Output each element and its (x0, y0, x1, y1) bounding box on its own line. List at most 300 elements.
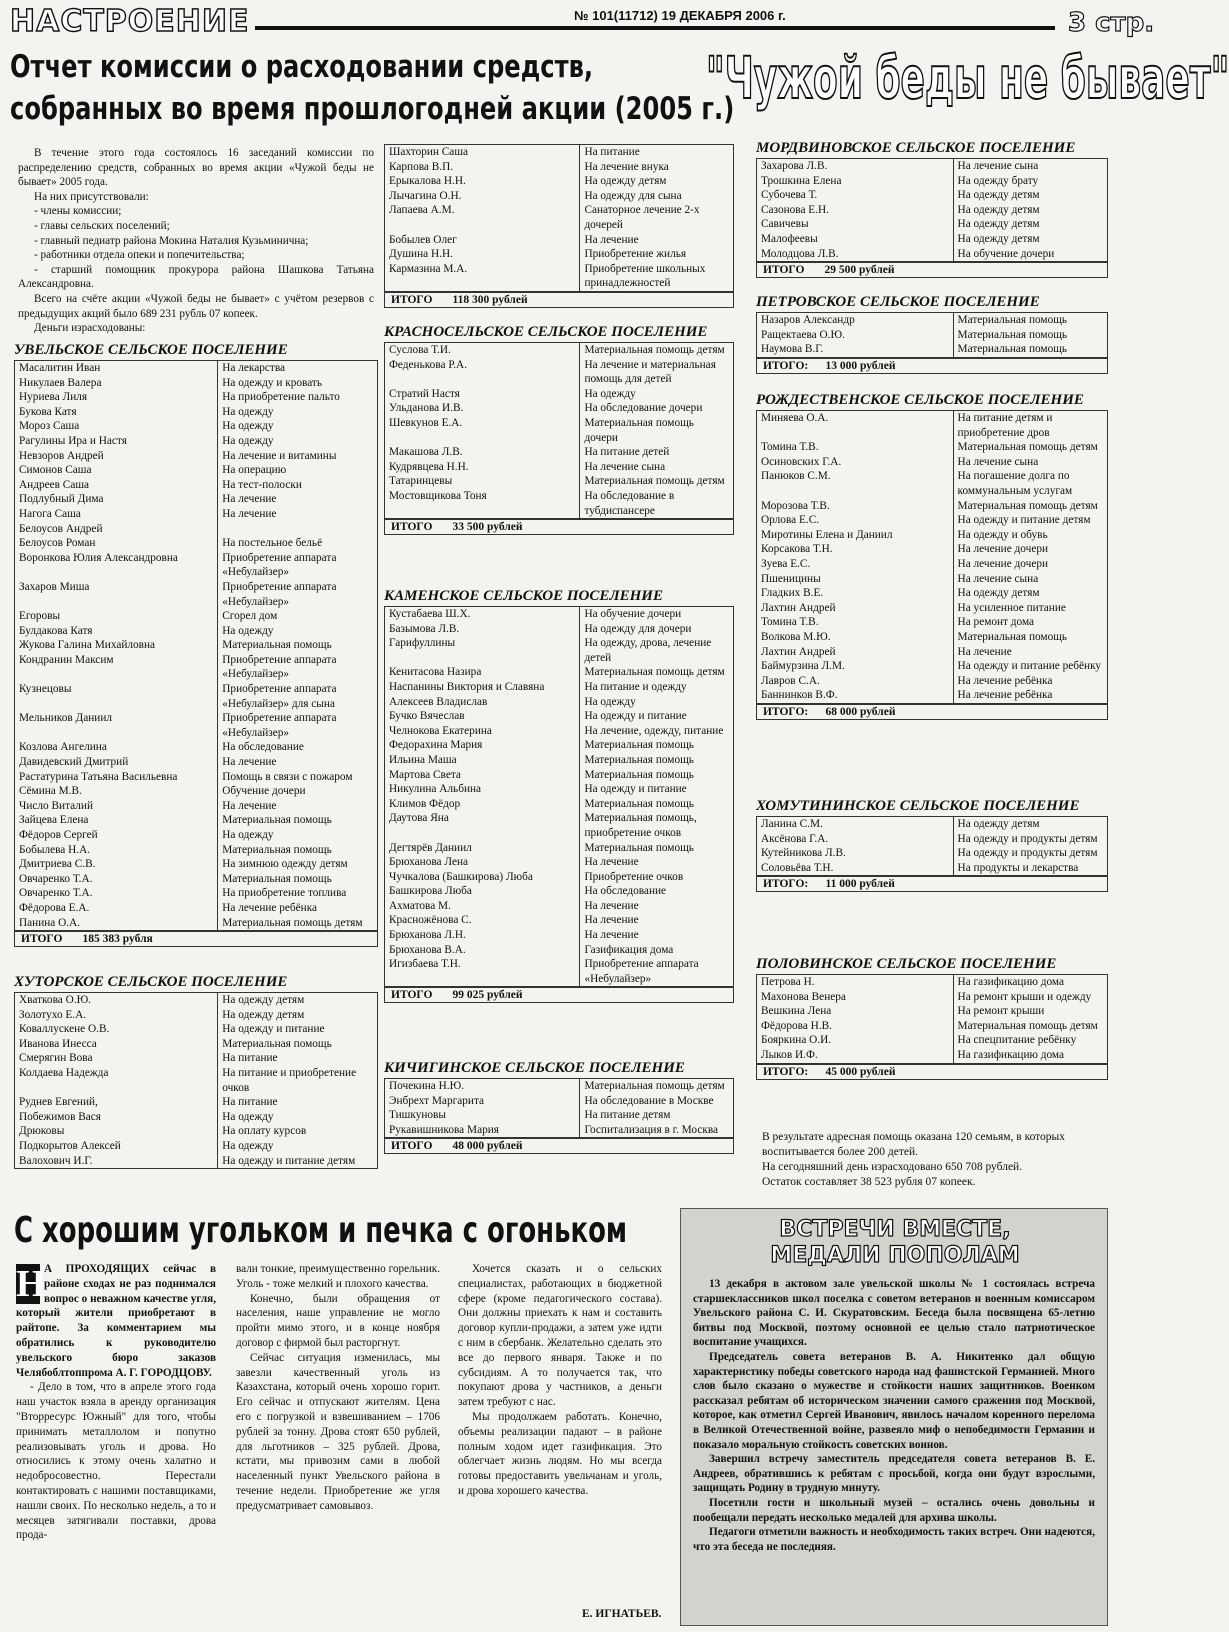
recipient-name: Базымова Л.В. (385, 622, 580, 637)
section-total: ИТОГО 185 383 рубля (14, 931, 378, 947)
recipient-name: Мостовщикова Тоня (385, 489, 580, 519)
section-total: ИТОГО 48 000 рублей (384, 1138, 734, 1154)
purpose: На одежду (222, 1110, 274, 1123)
section-title: ХУТОРСКОЕ СЕЛЬСКОЕ ПОСЕЛЕНИЕ (14, 974, 288, 990)
purpose: Материальная помощь (222, 843, 332, 856)
table-row (15, 580, 378, 609)
recipient-name: Савичевы (757, 217, 954, 232)
table-row (385, 928, 734, 943)
recipient-name: Энбрехт Маргарита (385, 1094, 580, 1109)
issue-number: № 101(11712) 19 ДЕКАБРЯ 2006 г. (568, 8, 792, 23)
recipient-name: Баннинков В.Ф. (757, 688, 954, 703)
purpose: Материальная помощь детям (222, 916, 363, 929)
purpose: На погашение долга по коммунальным услугам (957, 470, 1073, 497)
table-row (15, 376, 378, 391)
table-row (385, 262, 734, 292)
purpose: На одежду, дрова, лечение детей (584, 637, 712, 664)
purpose: На питание детям и приобретение дров (957, 412, 1053, 439)
recipient-name: Молодцова Л.В. (757, 247, 954, 262)
recipient-name: Ланина С.М. (757, 817, 954, 832)
table-row (15, 492, 378, 507)
purpose: На питание и приобретение очков (222, 1066, 357, 1094)
table-row (757, 688, 1108, 703)
purpose: На одежду детям (222, 1008, 305, 1021)
purpose: Материальная помощь (222, 1037, 332, 1050)
table-row (385, 174, 734, 189)
recipient-name: Кутейникова Л.В. (757, 846, 954, 861)
table-row (385, 738, 734, 753)
table-row (15, 434, 378, 449)
table-row (757, 188, 1108, 203)
recipient-name: Миротины Елена и Даниил (757, 528, 954, 543)
table-row (15, 784, 378, 799)
recipient-name: Жукова Галина Михайловна (15, 638, 218, 653)
recipient-name: Лавров С.А. (757, 674, 954, 689)
table-row (385, 724, 734, 739)
table-row (757, 1033, 1108, 1048)
recipient-name: Брюханова Лена (385, 855, 580, 870)
purpose: На обследование (584, 885, 667, 898)
table-row (385, 343, 734, 358)
table-row (385, 695, 734, 710)
table-row (757, 615, 1108, 630)
table-row (757, 542, 1108, 557)
table-row (757, 645, 1108, 660)
purpose: На усиленное питание (957, 601, 1066, 614)
purpose: На лекарства (222, 362, 286, 374)
table-row (385, 358, 734, 387)
purpose: На лечение ребёнка (957, 689, 1053, 702)
table-row (757, 513, 1108, 528)
recipient-name: Масалитин Иван (15, 361, 218, 376)
table-row (757, 572, 1108, 587)
recipient-name: Белоусов Андрей (15, 522, 218, 537)
section-total: ИТОГО 33 500 рублей (384, 519, 734, 535)
recipient-name: Лахтин Андрей (757, 645, 954, 660)
recipient-name: Иванова Инесса (15, 1037, 218, 1052)
table-row (15, 1124, 378, 1139)
recipient-name: Петрова Н. (757, 975, 954, 990)
recipient-name: Фёдорова Н.В. (757, 1019, 954, 1034)
purpose (218, 522, 378, 537)
table-row (15, 711, 378, 740)
distribution-table (384, 144, 734, 292)
table-row (385, 460, 734, 475)
section-total: ИТОГО: 68 000 рублей (756, 704, 1108, 720)
table-row (385, 841, 734, 856)
purpose: На одежду и обувь (957, 528, 1048, 541)
purpose: На питание детям (584, 1109, 671, 1122)
box-body: 13 декабря в актовом зале увельской школы № 1 состоялась встреча старшеклассников школ поселка с советом ветеранов и военным комиссаром Увельского района С. И. Скуратовским. Беседа была посвящена 65-летию битвы под Москвой, поэтому основной ее целью стало патриотическое воспитание учащихся. Председатель совета ветеранов В. А. Никитенко дал общую характеристику победы советского народа над фашистской Германией. Много слов было сказано о мужестве и стойкости наших защитников. Военком рассказал ребятам об историческом значении самого сражения под Москвой, которое, как отметил Сергей Иванович, явилось началом коренного перелома в Великой Отечественной войне, развеяло миф о непобедимости Германии и показало моральную стойкость советских воинов. Завершил встречу заместитель председателя совета ветеранов В. Е. Андреев, обратившись к ребятам с просьбой, когда они будут взрослыми, защищать Родину в трудную минуту. Посетили гости и школьный музей – остались очень довольны и пообещали передать несколько медалей для архива школы. Педагоги отметили важность и необходимость таких встреч. Они надеются, что эта беседа не последняя. (693, 1278, 1095, 1553)
recipient-name: Колдаева Надежда (15, 1066, 218, 1095)
box-title: ВСТРЕЧИ ВМЕСТЕ, МЕДАЛИ ПОПОЛАМ (770, 1217, 1020, 1268)
table-row (757, 528, 1108, 543)
recipient-name: Морозова Т.В. (757, 499, 954, 514)
recipient-name: Соловьёва Т.Н. (757, 861, 954, 876)
purpose: На лечение сына (957, 160, 1039, 172)
section-total: ИТОГО 29 500 рублей (756, 262, 1108, 278)
purpose: На одежду для дочери (584, 622, 692, 635)
table-row (757, 217, 1108, 232)
table-row (15, 886, 378, 901)
table-row (385, 233, 734, 248)
purpose: Материальная помощь (222, 814, 332, 827)
purpose: На оплату курсов (222, 1125, 307, 1138)
purpose: На одежду и продукты детям (957, 832, 1098, 845)
section-khomutininskoe (756, 796, 1108, 892)
recipient-name: Кудрявцева Н.Н. (385, 460, 580, 475)
section-title: КРАСНОСЕЛЬСКОЕ СЕЛЬСКОЕ ПОСЕЛЕНИЕ (384, 324, 708, 340)
recipient-name: Кузнецовы (15, 682, 218, 711)
recipient-name: Мельников Даниил (15, 711, 218, 740)
recipient-name: Алексеев Владислав (385, 695, 580, 710)
recipient-name: Тишкуновы (385, 1108, 580, 1123)
purpose: На обследование (222, 741, 304, 754)
purpose: Приобретение аппарата «Небулайзер» (222, 580, 337, 608)
purpose: На одежду брату (957, 174, 1039, 187)
purpose: На одежду детям (957, 203, 1040, 216)
purpose: На одежду и питание ребёнку (957, 660, 1102, 673)
table-row (15, 361, 378, 376)
table-row (15, 1008, 378, 1023)
purpose: На одежду и питание (222, 1023, 325, 1036)
table-row (757, 601, 1108, 616)
table-row (385, 797, 734, 812)
purpose: На лечение (222, 507, 277, 520)
recipient-name: Ульданова И.В. (385, 401, 580, 416)
purpose: На продукты и лекарства (957, 861, 1079, 874)
purpose: На спецпитание ребёнку (957, 1034, 1077, 1047)
recipient-name: Малофеевы (757, 232, 954, 247)
section-name: НАСТРОЕНИЕ (10, 4, 250, 39)
purpose: Приобретение аппарата «Небулайзер» (222, 712, 337, 739)
purpose: На лечение дочери (957, 543, 1049, 556)
table-row (15, 478, 378, 493)
purpose: На постельное бельё (222, 537, 323, 550)
table-row (385, 870, 734, 885)
recipient-name: Наумова В.Г. (757, 342, 954, 357)
section-title: ХОМУТИНИНСКОЕ СЕЛЬСКОЕ ПОСЕЛЕНИЕ (756, 798, 1080, 814)
recipient-name: Дмитриева С.В. (15, 857, 218, 872)
section-title: КАМЕНСКОЕ СЕЛЬСКОЕ ПОСЕЛЕНИЕ (384, 588, 663, 604)
recipient-name: Субочева Т. (757, 188, 954, 203)
purpose: На лечение (957, 645, 1012, 658)
table-row (15, 638, 378, 653)
recipient-name: Кармазина М.А. (385, 262, 580, 292)
purpose: Материальная помощь (584, 841, 694, 854)
table-row (757, 586, 1108, 601)
recipient-name: Томина Т.В. (757, 440, 954, 455)
table-row (15, 463, 378, 478)
recipient-name: Кустабаева Ш.Х. (385, 607, 580, 622)
distribution-table (756, 312, 1108, 358)
purpose: На лечение (222, 493, 277, 506)
recipient-name: Гарифуллины (385, 636, 580, 665)
table-row (15, 740, 378, 755)
table-row (757, 557, 1108, 572)
table-row (15, 993, 378, 1008)
table-row (385, 811, 734, 840)
section-title: УВЕЛЬСКОЕ СЕЛЬСКОЕ ПОСЕЛЕНИЕ (14, 342, 288, 358)
purpose: На лечение (584, 914, 639, 927)
table-row (385, 665, 734, 680)
purpose: На одежду детям (957, 818, 1040, 830)
section-kichiginskoe (384, 1058, 734, 1154)
purpose: На лечение сына (584, 460, 666, 473)
purpose: Приобретение аппарата «Небулайзер» (584, 958, 699, 985)
page-number: 3 стр. (1068, 8, 1155, 38)
section-total: ИТОГО: 45 000 рублей (756, 1064, 1108, 1080)
purpose: На питание (222, 1096, 278, 1109)
purpose: На питание детей (584, 446, 670, 459)
table-row (15, 872, 378, 887)
table-row (15, 755, 378, 770)
recipient-name: Растатурина Татьяна Васильевна (15, 770, 218, 785)
table-row (385, 622, 734, 637)
recipient-name: Карпова В.П. (385, 160, 580, 175)
recipient-name: Андреев Саша (15, 478, 218, 493)
purpose: На лечение сына (957, 455, 1039, 468)
section-kamenskoe (384, 586, 734, 1003)
recipient-name: Чучкалова (Башкирова) Люба (385, 870, 580, 885)
table-row (15, 828, 378, 843)
purpose: На питание (222, 1052, 278, 1065)
recipient-name: Почекина Н.Ю. (385, 1079, 580, 1094)
purpose: На одежду и продукты детям (957, 847, 1098, 860)
recipient-name: Булдакова Катя (15, 624, 218, 639)
table-row (15, 507, 378, 522)
purpose: На одежду для сына (584, 189, 682, 202)
recipient-name: Нуриева Лиля (15, 390, 218, 405)
recipient-name: Бучко Вячеслав (385, 709, 580, 724)
table-row (15, 522, 378, 537)
purpose: На одежду и питание детям (957, 514, 1091, 527)
table-row (15, 624, 378, 639)
purpose: На лечение и витамины (222, 449, 337, 462)
distribution-table (756, 158, 1108, 262)
table-row (15, 843, 378, 858)
purpose: На лечение ребёнка (222, 901, 318, 914)
section-title: РОЖДЕСТВЕНСКОЕ СЕЛЬСКОЕ ПОСЕЛЕНИЕ (756, 392, 1084, 408)
section-krasnoselskoe (384, 322, 734, 535)
distribution-table (756, 816, 1108, 876)
section-title: КИЧИГИНСКОЕ СЕЛЬСКОЕ ПОСЕЛЕНИЕ (384, 1060, 685, 1076)
recipient-name: Башкирова Люба (385, 884, 580, 899)
distribution-table (756, 974, 1108, 1064)
purpose: На одежду детям (957, 218, 1040, 231)
table-row (385, 474, 734, 489)
table-row (15, 449, 378, 464)
table-row (757, 1019, 1108, 1034)
table-row (757, 247, 1108, 262)
purpose: На приобретение топлива (222, 887, 347, 900)
purpose: Материальная помощь дочери (584, 416, 694, 444)
recipient-name: Симонов Саша (15, 463, 218, 478)
recipient-name: Давидевский Дмитрий (15, 755, 218, 770)
table-row (15, 1095, 378, 1110)
recipient-name: Букова Катя (15, 405, 218, 420)
table-row (15, 1051, 378, 1066)
section-uvelskoe-continued (384, 144, 734, 308)
purpose: Приобретение аппарата «Небулайзер» для сына (222, 683, 337, 710)
article-lead: А ПРОХОДЯЩИХ сейчас в районе сходах не раз поднимался вопрос о неважном качестве угля, который жители приобретают в райтопе. За комментарием мы обратились к руководителю увельского бюро заказов Челябоблтоппрома А. Г. ГОРОДЦОВУ. (16, 1263, 216, 1379)
table-row (385, 445, 734, 460)
purpose: На одежду детям (957, 587, 1040, 600)
table-row (757, 990, 1108, 1005)
recipient-name: Панина О.А. (15, 916, 218, 931)
table-row (757, 411, 1108, 441)
purpose: На одежду детям (957, 189, 1040, 202)
purpose: На питание (584, 146, 640, 158)
purpose: Сгорел дом (222, 610, 278, 623)
recipient-name: Пшеницины (757, 572, 954, 587)
recipient-name: Климов Фёдор (385, 797, 580, 812)
recipient-name: Лапаева А.М. (385, 203, 580, 232)
section-rozhdestvenskoe (756, 390, 1108, 720)
table-row (15, 609, 378, 624)
table-row (15, 1066, 378, 1095)
purpose: На ремонт крыши и одежду (957, 990, 1092, 1003)
table-row (757, 469, 1108, 498)
recipient-name: Игизбаева Т.Н. (385, 957, 580, 987)
table-row (757, 1004, 1108, 1019)
veterans-meeting-box (680, 1208, 1108, 1626)
table-row (385, 913, 734, 928)
recipient-name: Красножёнова С. (385, 913, 580, 928)
section-total: ИТОГО: 11 000 рублей (756, 876, 1108, 892)
purpose: Материальная помощь (584, 739, 694, 752)
table-row (385, 753, 734, 768)
article-title: С хорошим угольком и печка с огоньком (14, 1210, 628, 1251)
recipient-name: Зайцева Елена (15, 813, 218, 828)
table-row (15, 405, 378, 420)
purpose: На одежду и питание детям (222, 1154, 356, 1167)
purpose: На одежду детям (957, 232, 1040, 245)
table-row (757, 440, 1108, 455)
purpose: Материальная помощь (584, 753, 694, 766)
recipient-name: Феденькова Р.А. (385, 358, 580, 387)
recipient-name: Наспанины Виктория и Славяна (385, 680, 580, 695)
purpose: На обследование в тубдиспансере (584, 489, 675, 517)
recipient-name: Душина Н.Н. (385, 247, 580, 262)
table-row (385, 943, 734, 958)
recipient-name: Белоусов Роман (15, 536, 218, 551)
section-khutorskoe (14, 972, 378, 1169)
purpose: Материальная помощь (957, 328, 1068, 341)
purpose: Приобретение очков (584, 870, 684, 883)
purpose: На одежду (222, 829, 274, 841)
table-row (15, 813, 378, 828)
table-row (15, 682, 378, 711)
purpose: Приобретение школьных принадлежностей (584, 262, 706, 290)
purpose: Газификация дома (584, 943, 674, 956)
table-row (15, 390, 378, 405)
drop-cap: Н (16, 1263, 46, 1305)
report-summary: В результате адресная помощь оказана 120 семьям, в которых воспитывается более 200 детей. На сегодняшний день израсходовано 650 708 рублей. Остаток составляет 38 523 рубля 07 копеек. (762, 1131, 1066, 1188)
purpose: Материальная помощь (957, 343, 1068, 356)
report-title: Отчет комиссии о расходовании средств, собранных во время прошлогодней акции (2005 г.) (10, 49, 735, 127)
recipient-name: Егоровы (15, 609, 218, 624)
table-row (385, 1079, 734, 1094)
recipient-name: Подлубный Дима (15, 492, 218, 507)
recipient-name: Суслова Т.И. (385, 343, 580, 358)
purpose: На зимнюю одежду детям (222, 858, 348, 871)
table-row (385, 709, 734, 724)
table-row (15, 1022, 378, 1037)
purpose: Материальная помощь детям (584, 344, 725, 356)
recipient-name: Осиновских Г.А. (757, 455, 954, 470)
purpose: На питание и одежду (584, 680, 687, 693)
purpose: На операцию (222, 464, 287, 477)
distribution-table (14, 992, 378, 1169)
purpose: На лечение и материальная помощь для детей (584, 358, 716, 386)
table-row (757, 232, 1108, 247)
purpose: На лечение, одежду, питание (584, 724, 724, 737)
section-total: ИТОГО 118 300 рублей (384, 292, 734, 308)
table-row (757, 659, 1108, 674)
table-row (385, 607, 734, 622)
table-row (15, 857, 378, 872)
recipient-name: Число Виталий (15, 799, 218, 814)
table-row (385, 636, 734, 665)
recipient-name: Воронкова Юлия Александровна (15, 551, 218, 580)
recipient-name: Брюханова В.А. (385, 943, 580, 958)
recipient-name: Никулина Альбина (385, 782, 580, 797)
recipient-name: Бояркина О.И. (757, 1033, 954, 1048)
table-row (385, 416, 734, 445)
recipient-name: Фёдоров Сергей (15, 828, 218, 843)
table-row (15, 799, 378, 814)
table-row (15, 1154, 378, 1169)
table-row (15, 536, 378, 551)
purpose: Помощь в связи с пожаром (222, 770, 353, 783)
recipient-name: Фёдорова Е.А. (15, 901, 218, 916)
recipient-name: Ильина Маша (385, 753, 580, 768)
recipient-name: Ерыкалова Н.Н. (385, 174, 580, 189)
recipient-name: Бобылев Олег (385, 233, 580, 248)
purpose: Материальная помощь (584, 797, 694, 810)
recipient-name: Золотухо Е.А. (15, 1008, 218, 1023)
recipient-name: Коваллускене О.В. (15, 1022, 218, 1037)
purpose: Материальная помощь (584, 768, 694, 781)
table-row (757, 203, 1108, 218)
purpose: На обучение дочери (957, 247, 1055, 260)
recipient-name: Панюков С.М. (757, 469, 954, 498)
recipient-name: Корсакова Т.Н. (757, 542, 954, 557)
table-row (385, 782, 734, 797)
table-row (385, 1108, 734, 1123)
purpose: Материальная помощь (957, 630, 1068, 643)
recipient-name: Трошкина Елена (757, 174, 954, 189)
table-row (385, 387, 734, 402)
recipient-name: Даутова Яна (385, 811, 580, 840)
table-row (757, 342, 1108, 357)
recipient-name: Гладких В.Е. (757, 586, 954, 601)
table-row (757, 328, 1108, 343)
recipient-name: Бобылева Н.А. (15, 843, 218, 858)
table-row (757, 817, 1108, 832)
purpose: Приобретение аппарата «Небулайзер» (222, 551, 337, 579)
recipient-name: Вешкина Лена (757, 1004, 954, 1019)
recipient-name: Миняева О.А. (757, 411, 954, 441)
section-polovinskoe (756, 954, 1108, 1080)
recipient-name: Сазонова Е.Н. (757, 203, 954, 218)
purpose: На одежду (222, 1139, 274, 1152)
table-row (757, 174, 1108, 189)
section-mordvinovskoe (756, 138, 1108, 278)
section-title: МОРДВИНОВСКОЕ СЕЛЬСКОЕ ПОСЕЛЕНИЕ (756, 140, 1076, 156)
purpose: Санаторное лечение 2-х дочерей (584, 204, 700, 231)
